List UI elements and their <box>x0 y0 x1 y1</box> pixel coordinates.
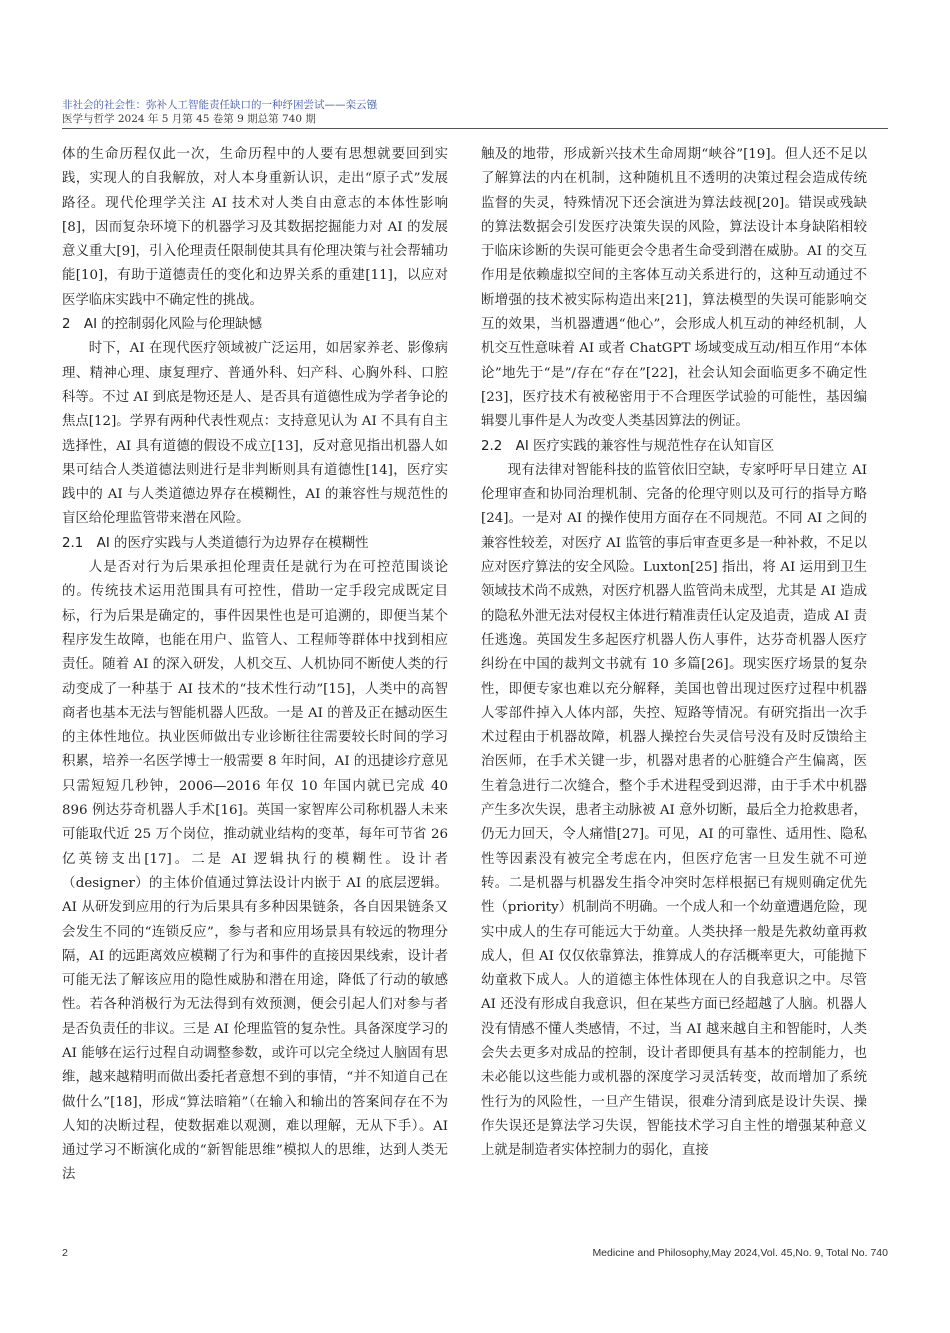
left-column <box>62 143 448 1188</box>
paragraph: 触及的地带，形成新兴技术生命周期“峡谷”[19]。但人还不足以了解算法的内在机制，这种随机且不透明的决策过程会造成传统监督的失灵，特殊情况下还会演进为算法歧视[20]。错误或残缺的算法数据会引发医疗决策失误的风险，算法设计本身缺陷相较于临床诊断的失误可能更会令患者生命受到潜在威胁。AI 的交互作用是依赖虚拟空间的主客体互动关系进行的，这种互动通过不断增强的技术被实际构造出来[21]，算法模型的失误可能影响交互的效果，当机器遭遇“他心”，会形成人机互动的神经机制，人机交互性意味着 AI 或者 ChatGPT 场域变成互动/相互作用“本体论”地先于“是”/存在“存在”[22]，社会认知会面临更多不确定性[23]，医疗技术有被秘密用于不合理医学试验的可能性，基因编辑婴儿事件是人为改变人类基因算法的例证。 <box>481 147 867 430</box>
section-heading-2-2: 2.2 AI 医疗实践的兼容性与规范性存在认知盲区 <box>481 438 775 454</box>
page-number: 2 <box>62 1247 68 1259</box>
header-rule <box>62 128 888 129</box>
journal-issue-line: 医学与哲学 2024 年 5 月第 45 卷第 9 期总第 740 期 <box>62 113 316 125</box>
right-column <box>481 143 867 1163</box>
article-title-header: 非社会的社会性：弥补人工智能责任缺口的一种纾困尝试——栾云镪 <box>62 99 377 111</box>
journal-citation: Medicine and Philosophy,May 2024,Vol. 45,No. 9, Total No. 740 <box>592 1247 888 1259</box>
paragraph: 现有法律对智能科技的监管依旧空缺，专家呼吁早日建立 AI 伦理审查和协同治理机制、完备的伦理守则以及可行的指导方略[24]。一是对 AI 的操作使用方面存在不同规范。不同 AI 之间的兼容性较差，对医疗 AI 监管的事后审查更多是一种补救，不足以应对医疗算法的安全风险。Luxton[25] 指出，将 AI 运用到卫生领域技术尚不成熟，对医疗机器人监管尚未成型，尤其是 AI 造成的隐私外泄无法对侵权主体进行精准责任认定及追责，造成 AI 责任逃逸。英国发生多起医疗机器人伤人事件，达芬奇机器人医疗纠纷在中国的裁判文书就有 10 多篇[26]。现实医疗场景的复杂性，即便专家也难以充分解释，美国也曾出现过医疗过程中机器人零部件掉入人体内部，失控、短路等情况。有研究指出一次手术过程由于机器故障，机器人操控台失灵信号没有及时反馈给主治医师，在手术关键一步，机器对患者的心脏缝合产生偏离，医生着急进行二次缝合，整个手术进程受到迟滞，由于手术中机器产生多次失误，患者主动脉被 AI 意外切断，最后全力抢救患者，仍无力回天，令人痛惜[27]。可见，AI 的可靠性、适用性、隐私性等因素没有被完全考虑在内，但医疗危害一旦发生就不可逆转。二是机器与机器发生指令冲突时怎样根据已有规则确定优先性（priority）机制尚不明确。一个成人和一个幼童遭遇危险，现实中成人的生存可能远大于幼童。人类抉择一般是先救幼童再救成人，但 AI 仅仅依靠算法，推算成人的存活概率更大，可能抛下幼童救下成人。人的道德主体性体现在人的自我意识之中。尽管 AI 还没有形成自我意识，但在某些方面已经超越了人脑。机器人没有情感不懂人类感情，不过，当 AI 越来越自主和智能时，人类会失去更多对成品的控制，设计者即便具有基本的控制能力，也未必能以这些能力或机器的深度学习灵活转变，故而增加了系统性行为的风险性，一旦产生错误，很难分清到底是设计失误、操作失误还是算法学习失误，智能技术学习自主性的增强某种意义上就是制造者实体控制力的弱化，直接 <box>481 462 867 1159</box>
running-header <box>62 98 888 129</box>
paragraph: 时下，AI 在现代医疗领域被广泛运用，如居家养老、影像病理、精神心理、康复理疗、普通外科、妇产科、心胸外科、口腔科等。不过 AI 到底是物还是人、是否具有道德性成为学者争论的焦点[12]。学界有两种代表性观点：支持意见认为 AI 不具有自主选择性，AI 具有道德的假设不成立[13]，反对意见指出机器人如果可结合人类道德法则进行是非判断则具有道德性[14]，医疗实践中的 AI 与人类道德边界存在模糊性，AI 的兼容性与规范性的盲区给伦理监管带来潜在风险。 <box>62 341 448 527</box>
paragraph: 体的生命历程仅此一次，生命历程中的人要有思想就要回到实践，实现人的自我解放，对人本身重新认识，走出“原子式”发展路径。现代伦理学关注 AI 技术对人类自由意志的本体性影响[8]，因而复杂环境下的机器学习及其数据挖掘能力对 AI 的发展意义重大[9]，引入伦理责任限制使其具有伦理决策与社会帮辅功能[10]，有助于道德责任的变化和边界关系的重建[11]，以应对医学临床实践中不确定性的挑战。 <box>62 147 448 308</box>
section-heading-2: 2 AI 的控制弱化风险与伦理缺憾 <box>62 317 262 333</box>
paragraph: 人是否对行为后果承担伦理责任是就行为在可控范围谈论的。传统技术运用范围具有可控性，借助一定手段完成既定目标，行为后果是确定的，事件因果性也是可追溯的，即便当某个程序发生故障，也能在用户、监管人、工程师等群体中找到相应责任。随着 AI 的深入研发，人机交互、人机协同不断使人类的行动变成了一种基于 AI 技术的“技术性行动”[15]，人类中的高智商者也基本无法与智能机器人匹敌。一是 AI 的普及正在撼动医生的主体性地位。执业医师做出专业诊断往往需要较长时间的学习积累，培养一名医学博士一般需要 8 年时间，AI 的迅捷诊疗意见只需短短几秒钟，2006—2016 年仅 10 年国内就已完成 40 896 例达芬奇机器人手术[16]。英国一家智库公司称机器人未来可能取代近 25 万个岗位，推动就业结构的变革，每年可节省 26 亿英镑支出[17]。二是 AI 逻辑执行的模糊性。设计者（designer）的主体价值通过算法设计内嵌于 AI 的底层逻辑。AI 从研发到应用的行为后果具有多种因果链条，各自因果链条又会发生不同的“连锁反应”，参与者和应用场景具有较远的物理分隔，AI 的远距离效应模糊了行为和事件的直接因果线索，设计者可能无法了解该应用的隐性威胁和潜在用途，降低了行动的敏感性。若各种消极行为无法得到有效预测，便会引起人们对参与者是否负责任的非议。三是 AI 伦理监管的复杂性。具备深度学习的 AI 能够在运行过程自动调整参数，或许可以完全绕过人脑固有思维，越来越精明而做出委托者意想不到的事情，“并不知道自己在做什么”[18]，形成“算法暗箱”（在输入和输出的答案间存在不为人知的决断过程，使数据难以观测，难以理解，无从下手）。AI 通过学习不断演化成的“新智能思维”模拟人的思维，达到人类无法 <box>62 560 448 1183</box>
section-heading-2-1: 2.1 AI 的医疗实践与人类道德行为边界存在模糊性 <box>62 535 369 551</box>
